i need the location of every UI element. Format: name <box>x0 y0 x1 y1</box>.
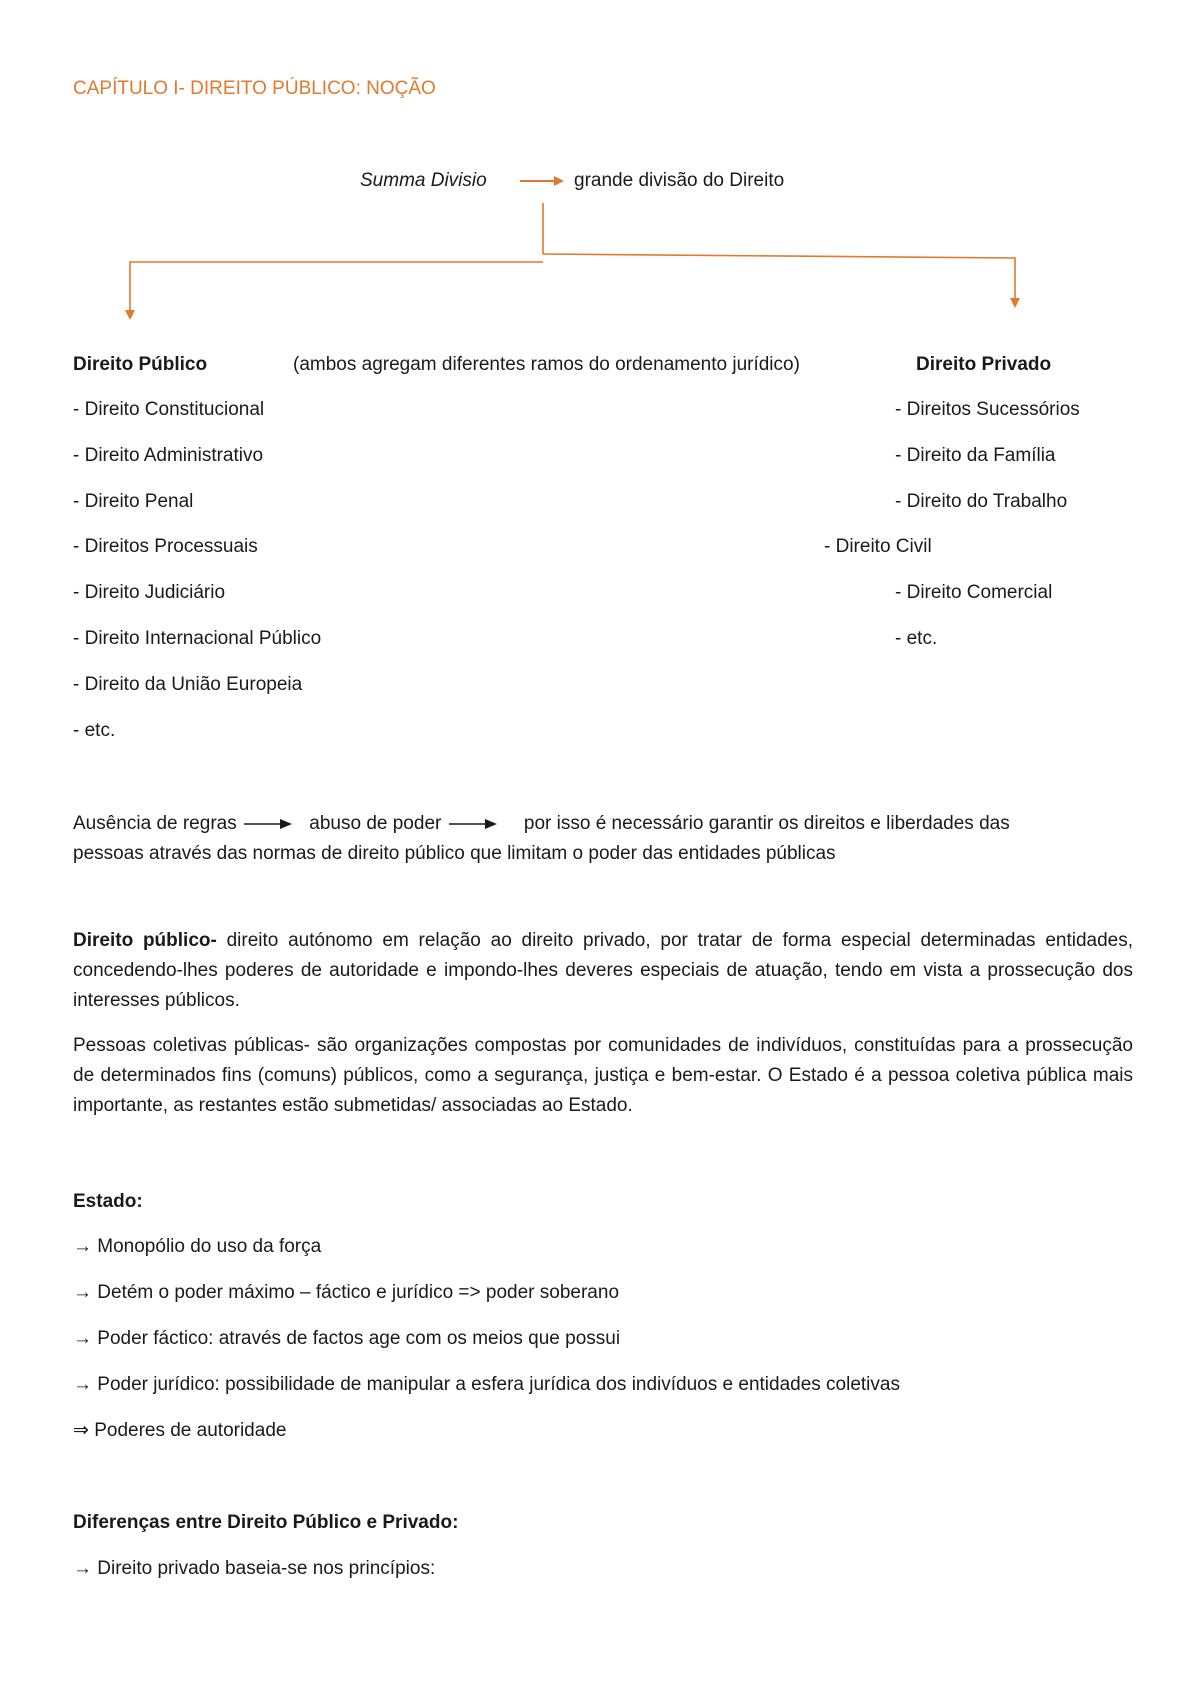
list-item: - Direito Judiciário <box>73 582 226 603</box>
list-item: - Direito da Família <box>895 445 1056 466</box>
list-item: ⇒ Poderes de autoridade <box>73 1420 287 1441</box>
left-branch-line <box>130 262 543 318</box>
estado-heading: Estado: <box>73 1191 143 1212</box>
branches-note: (ambos agregam diferentes ramos do ordenamento jurídico) <box>293 354 800 375</box>
list-item: - etc. <box>895 628 938 649</box>
chain-step-1: Ausência de regras <box>73 813 237 834</box>
list-item: - Direito do Trabalho <box>895 491 1068 512</box>
right-branch-line <box>543 254 1015 306</box>
list-item: - Direito Internacional Público <box>73 628 322 649</box>
list-item: → Direito privado baseia-se nos princípios: <box>73 1558 436 1579</box>
list-item: - Direito Constitucional <box>73 399 265 420</box>
definition-collective-persons: Pessoas coletivas públicas- são organizações compostas por comunidades de indivíduos, constituídas para a prossecução de determinados fins (comuns) públicos, como a segurança, justiça e bem-estar. O Estado é a pessoa coletiva pública mais importante, as restantes estão submetidas/ associadas ao Estado. <box>73 1035 1133 1116</box>
arrow-right-icon <box>447 817 499 831</box>
list-item: → Poder fáctico: através de factos age com os meios que possui <box>73 1328 621 1349</box>
list-item: → Monopólio do uso da força <box>73 1236 322 1257</box>
definition-term: Direito público- <box>73 930 217 951</box>
list-item: - Direito Penal <box>73 491 194 512</box>
list-item: → Detém o poder máximo – fáctico e jurídico => poder soberano <box>73 1282 620 1303</box>
root-definition: grande divisão do Direito <box>574 170 785 191</box>
chapter-heading: CAPÍTULO I- DIREITO PÚBLICO: NOÇÃO <box>73 78 436 99</box>
list-item: → Poder jurídico: possibilidade de manipular a esfera jurídica dos indivíduos e entidades coletivas <box>73 1374 900 1395</box>
definition-public-law <box>73 926 1133 1016</box>
root-label: Summa Divisio <box>360 170 487 191</box>
chain-line <box>73 812 1010 836</box>
public-law-label: Direito Público <box>73 354 208 375</box>
list-item: - Direito Comercial <box>895 582 1053 603</box>
list-item: - Direito Administrativo <box>73 445 264 466</box>
definition-text: direito autónomo em relação ao direito privado, por tratar de forma especial determinadas entidades, concedendo-lhes poderes de autoridade e impondo-lhes deveres especiais de atuação, tendo em vista a prossecução dos interesses públicos. <box>73 930 1134 1011</box>
differences-heading: Diferenças entre Direito Público e Privado: <box>73 1512 459 1533</box>
list-item: - Direito da União Europeia <box>73 674 303 695</box>
chain-step-2: abuso de poder <box>309 813 442 834</box>
list-item: - Direitos Sucessórios <box>895 399 1080 420</box>
chain-step-3: por isso é necessário garantir os direitos e liberdades das <box>523 813 1010 834</box>
arrow-right-icon <box>242 817 294 831</box>
list-item: - Direitos Processuais <box>73 536 258 557</box>
chain-continuation: pessoas através das normas de direito público que limitam o poder das entidades públicas <box>73 843 836 864</box>
list-item: - Direito Civil <box>824 536 932 557</box>
private-law-label: Direito Privado <box>916 354 1052 375</box>
list-item: - etc. <box>73 720 116 741</box>
